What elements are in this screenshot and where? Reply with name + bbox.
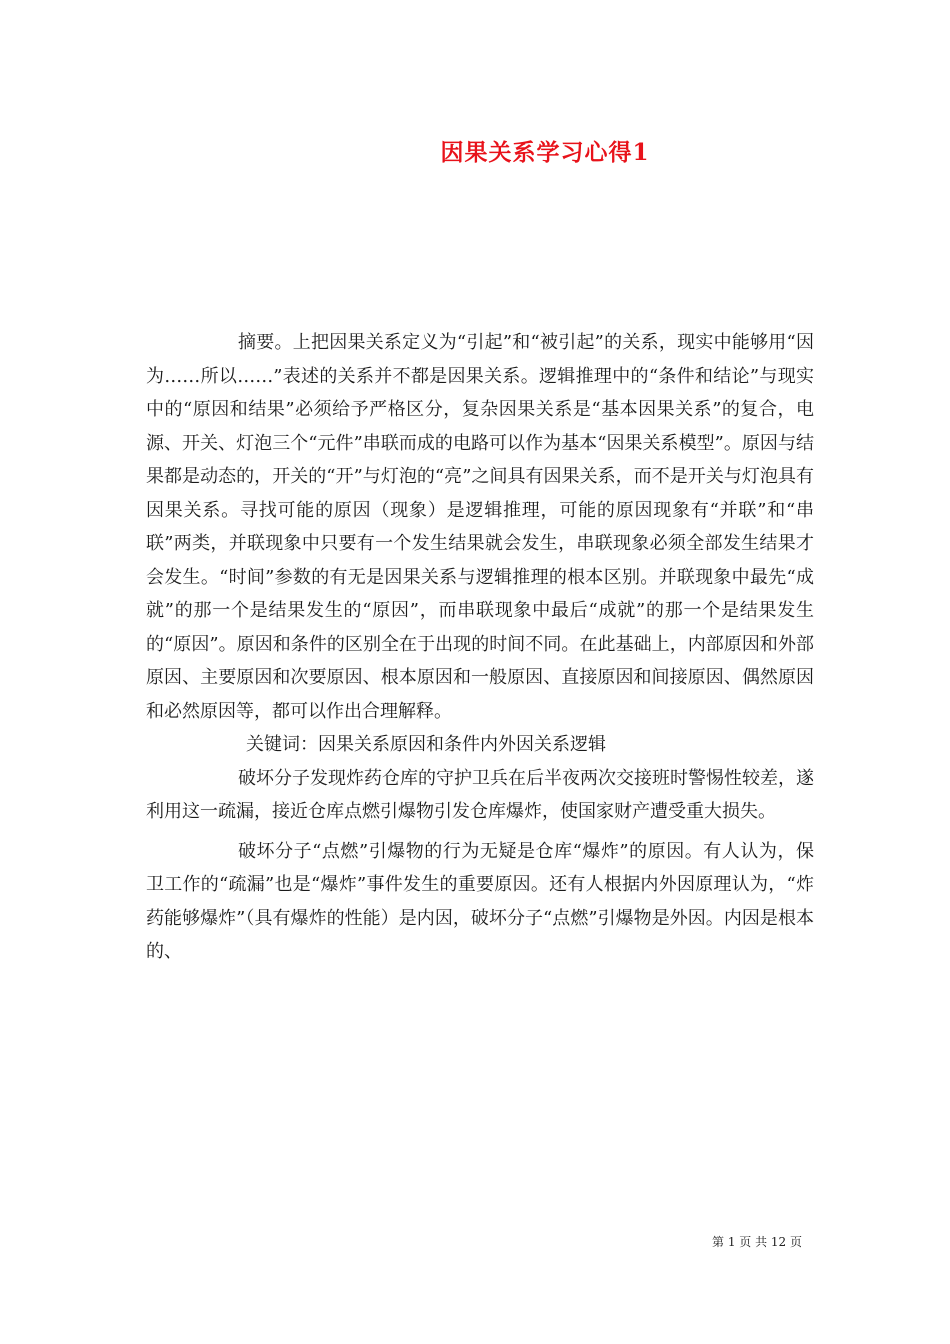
document-body: [146, 326, 814, 969]
page-number-footer: 第 1 页 共 12 页: [712, 1235, 802, 1249]
body-paragraph-1: 破坏分子发现炸药仓库的守护卫兵在后半夜两次交接班时警惕性较差，遂利用这一疏漏，接近仓库点燃引爆物引发仓库爆炸，使国家财产遭受重大损失。: [146, 767, 814, 822]
keywords-paragraph: 关键词：因果关系原因和条件内外因关系逻辑: [246, 734, 606, 755]
abstract-paragraph: 摘要。上把因果关系定义为“引起”和“被引起”的关系，现实中能够用“因为……所以……”表述的关系并不都是因果关系。逻辑推理中的“条件和结论”与现实中的“原因和结果”必须给予严格区分，复杂因果关系是“基本因果关系”的复合，电源、开关、灯泡三个“元件”串联而成的电路可以作为基本“因果关系模型”。原因与结果都是动态的，开关的“开”与灯泡的“亮”之间具有因果关系，而不是开关与灯泡具有因果关系。寻找可能的原因（现象）是逻辑推理，可能的原因现象有“并联”和“串联”两类，并联现象中只要有一个发生结果就会发生，串联现象必须全部发生结果才会发生。“时间”参数的有无是因果关系与逻辑推理的根本区别。并联现象中最先“成就”的那一个是结果发生的“原因”，而串联现象中最后“成就”的那一个是结果发生的“原因”。原因和条件的区别全在于出现的时间不同。在此基础上，内部原因和外部原因、主要原因和次要原因、根本原因和一般原因、直接原因和间接原因、偶然原因和必然原因等，都可以作出合理解释。: [146, 332, 814, 722]
document-title: 因果关系学习心得1: [440, 139, 650, 166]
body-paragraph-2: 破坏分子“点燃”引爆物的行为无疑是仓库“爆炸”的原因。有人认为，保卫工作的“疏漏”也是“爆炸”事件发生的重要原因。还有人根据内外因原理认为，“炸药能够爆炸”（具有爆炸的性能）是内因，破坏分子“点燃”引爆物是外因。内因是根本的、: [146, 840, 814, 962]
